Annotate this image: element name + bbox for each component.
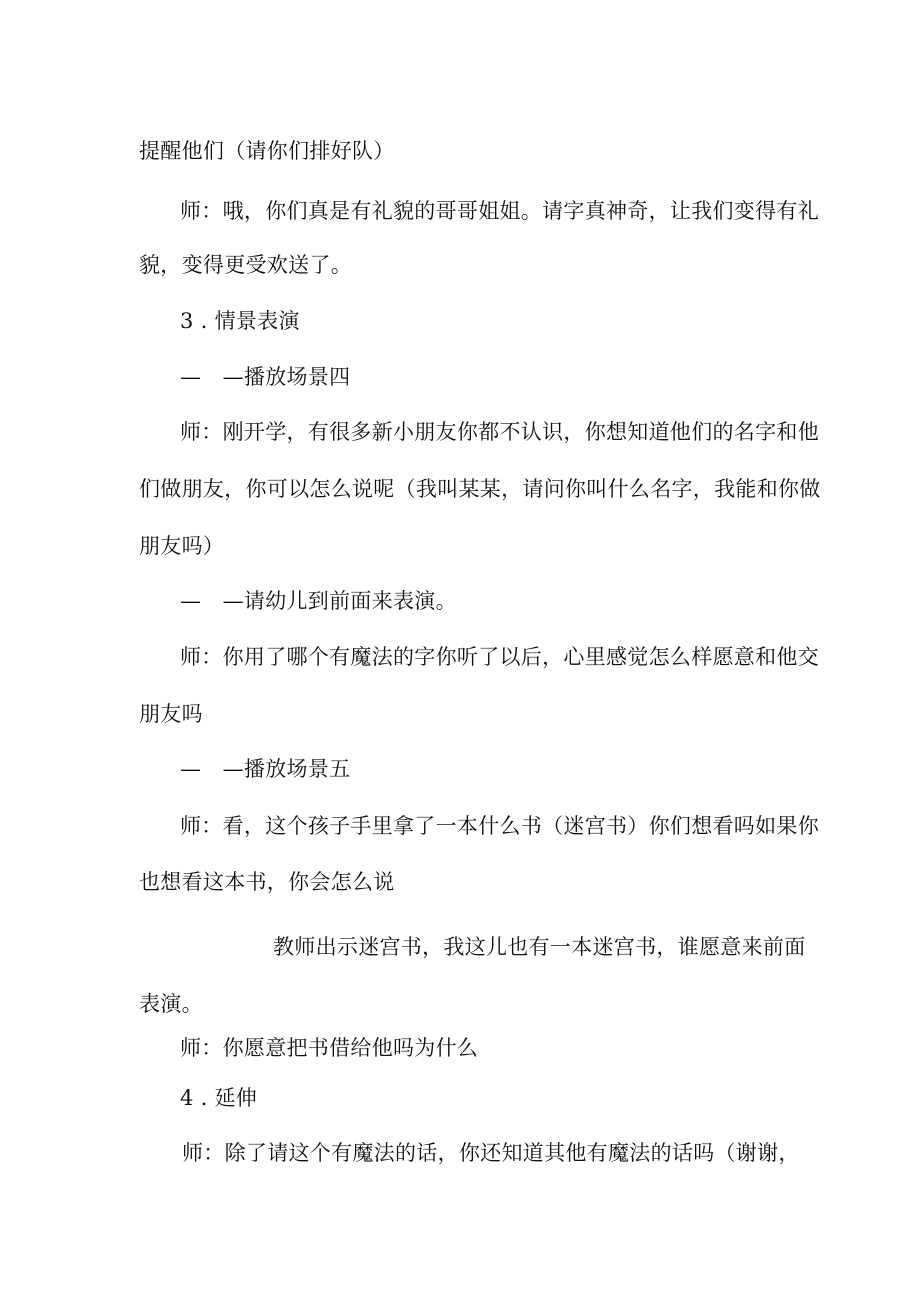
- text-line-10: 师：你用了哪个有魔法的字你听了以后，心里感觉怎么样愿意和他交: [180, 645, 819, 669]
- text-line-14: 也想看这本书，你会怎么说: [139, 870, 395, 894]
- text-line-2: 师：哦，你们真是有礼貌的哥哥姐姐。请字真神奇，让我们变得有礼: [180, 199, 819, 223]
- text-line-7: 们做朋友，你可以怎么说呢（我叫某某，请问你叫什么名字，我能和你做: [139, 477, 821, 501]
- text-line-8: 朋友吗）: [139, 534, 225, 558]
- text-line-6: 师：刚开学，有很多新小朋友你都不认识，你想知道他们的名字和他: [180, 420, 819, 444]
- text-line-9: — —请幼儿到前面来表演。: [180, 589, 457, 613]
- section-heading-4: 4 . 延伸: [180, 1086, 258, 1110]
- text-line-11: 朋友吗: [139, 702, 203, 726]
- text-line-1: 提醒他们（请你们排好队）: [139, 139, 395, 163]
- text-line-5: — —播放场景四: [180, 365, 351, 389]
- text-line-16: 表演。: [139, 992, 203, 1016]
- text-line-17: 师：你愿意把书借给他吗为什么: [180, 1036, 479, 1060]
- text-line-3: 貌，变得更受欢送了。: [139, 253, 352, 277]
- text-line-13: 师：看，这个孩子手里拿了一本什么书（迷宫书）你们想看吗如果你: [180, 814, 819, 838]
- text-line-19: 师：除了请这个有魔法的话，你还知道其他有魔法的话吗（谢谢，: [182, 1141, 800, 1165]
- text-line-12: — —播放场景五: [180, 757, 351, 781]
- text-line-15: 教师出示迷宫书，我这儿也有一本迷宫书，谁愿意来前面: [273, 935, 806, 959]
- section-heading-3: 3 . 情景表演: [180, 309, 300, 333]
